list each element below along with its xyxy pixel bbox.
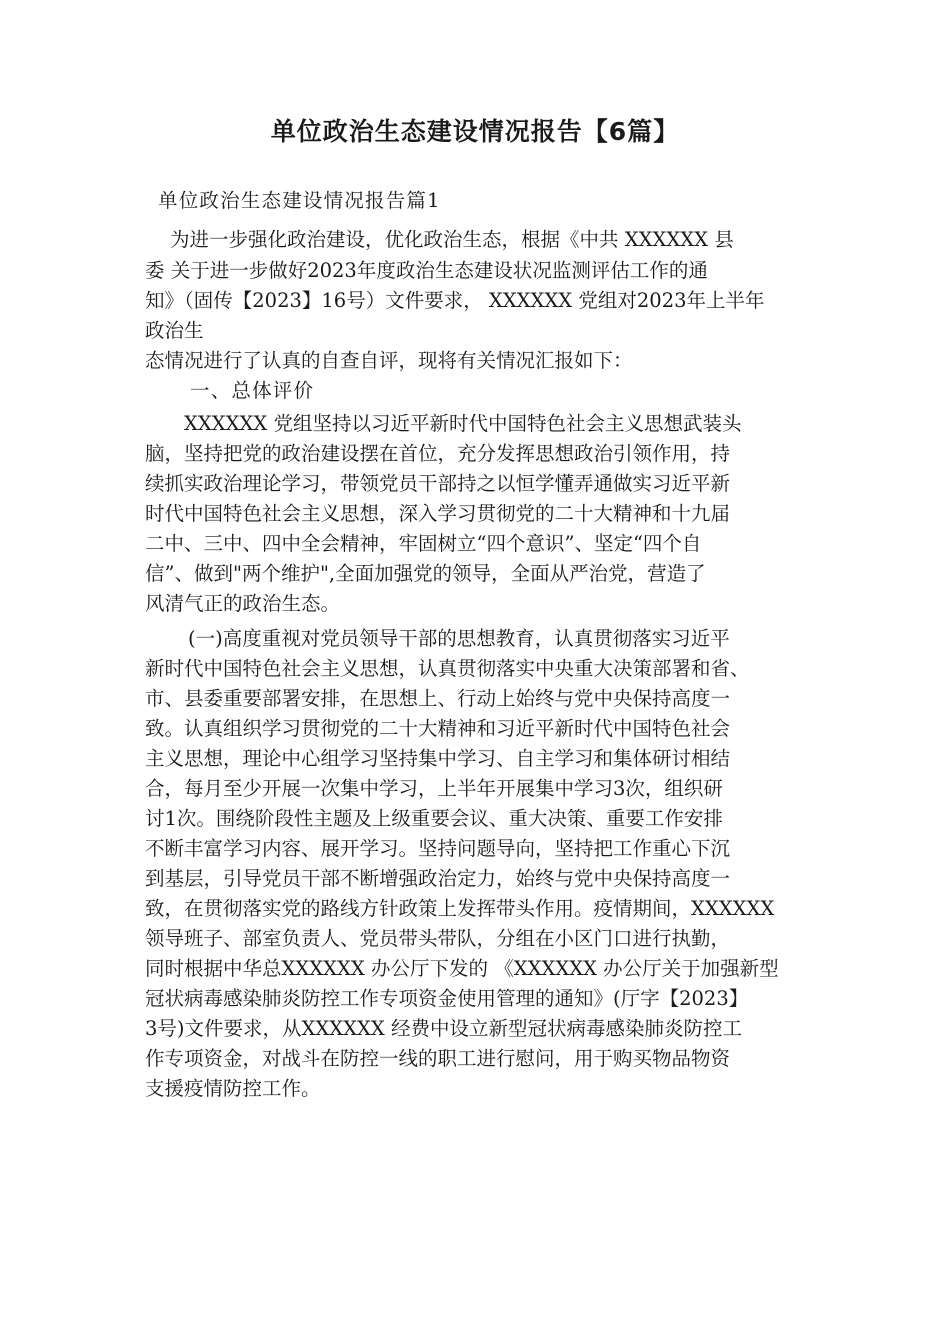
section-heading: 一、总体评价: [190, 379, 315, 402]
paragraph-line: 二中、三中、四中全会精神，牢固树立“四个意识”、坚定“四个自: [145, 532, 702, 555]
intro-line: 为进一步强化政治建设，优化政治生态，根据《中共 XXXXXX 县: [170, 228, 734, 251]
intro-line: 委 关于进一步做好2023年度政治生态建设状况监测评估工作的通: [145, 259, 708, 282]
paragraph-line: 同时根据中华总XXXXXX 办公厅下发的 《XXXXXX 办公厅关于加强新型: [145, 957, 779, 980]
paragraph-line: 时代中国特色社会主义思想，深入学习贯彻党的二十大精神和十九届: [145, 502, 731, 525]
paragraph-line: 市、县委重要部署安排，在思想上、行动上始终与党中央保持高度一: [145, 687, 731, 710]
paragraph-line: 领导班子、部室负责人、党员带头带队，分组在小区门口进行执勤，: [145, 927, 731, 950]
paragraph-line: 支援疫情防控工作。: [145, 1077, 321, 1100]
paragraph-line: 主义思想，理论中心组学习坚持集中学习、自主学习和集体研讨相结: [145, 747, 731, 770]
paragraph-line: 信”、做到"两个维护",全面加强党的领导，全面从严治党，营造了: [145, 562, 706, 585]
paragraph-line: 不断丰富学习内容、展开学习。坚持问题导向，坚持把工作重心下沉: [145, 837, 731, 860]
paragraph-line: 3号)文件要求，从XXXXXX 经费中设立新型冠状病毒感染肺炎防控工: [145, 1017, 743, 1040]
intro-line: 政治生: [145, 319, 204, 342]
intro-line: 态情况进行了认真的自查自评，现将有关情况汇报如下：: [145, 349, 633, 372]
intro-line: 知》（固传【2023】16号）文件要求， XXXXXX 党组对2023年上半年: [145, 289, 765, 312]
paragraph-line: 风清气正的政治生态。: [145, 592, 341, 615]
paragraph-line: 冠状病毒感染肺炎防控工作专项资金使用管理的通知》(厅字【2023】: [145, 987, 749, 1010]
paragraph-line: 新时代中国特色社会主义思想，认真贯彻落实中央重大决策部署和省、: [145, 657, 750, 680]
paragraph-line: 到基层，引导党员干部不断增强政治定力，始终与党中央保持高度一: [145, 867, 731, 890]
paragraph-line: 致。认真组织学习贯彻党的二十大精神和习近平新时代中国特色社会: [145, 717, 731, 740]
paragraph-line: 脑，坚持把党的政治建设摆在首位，充分发挥思想政治引领作用，持: [145, 442, 731, 465]
paragraph-line: XXXXXX 党组坚持以习近平新时代中国特色社会主义思想武装头: [184, 412, 742, 435]
paragraph-line: 合，每月至少开展一次集中学习，上半年开展集中学习3次，组织研: [145, 777, 723, 800]
paragraph-line: 续抓实政治理论学习，带领党员干部持之以恒学懂弄通做实习近平新: [145, 472, 731, 495]
report-subtitle: 单位政治生态建设情况报告篇1: [158, 189, 441, 212]
paragraph-line: 讨1次。围绕阶段性主题及上级重要会议、重大决策、重要工作安排: [145, 807, 723, 830]
paragraph-line: 致，在贯彻落实党的路线方针政策上发挥带头作用。疫情期间，XXXXXX: [145, 897, 775, 920]
document-title: 单位政治生态建设情况报告【6篇】: [270, 117, 680, 146]
paragraph-line: (一)高度重视对党员领导干部的思想教育，认真贯彻落实习近平: [188, 627, 730, 650]
paragraph-line: 作专项资金，对战斗在防控一线的职工进行慰问，用于购买物品物资: [145, 1047, 731, 1070]
